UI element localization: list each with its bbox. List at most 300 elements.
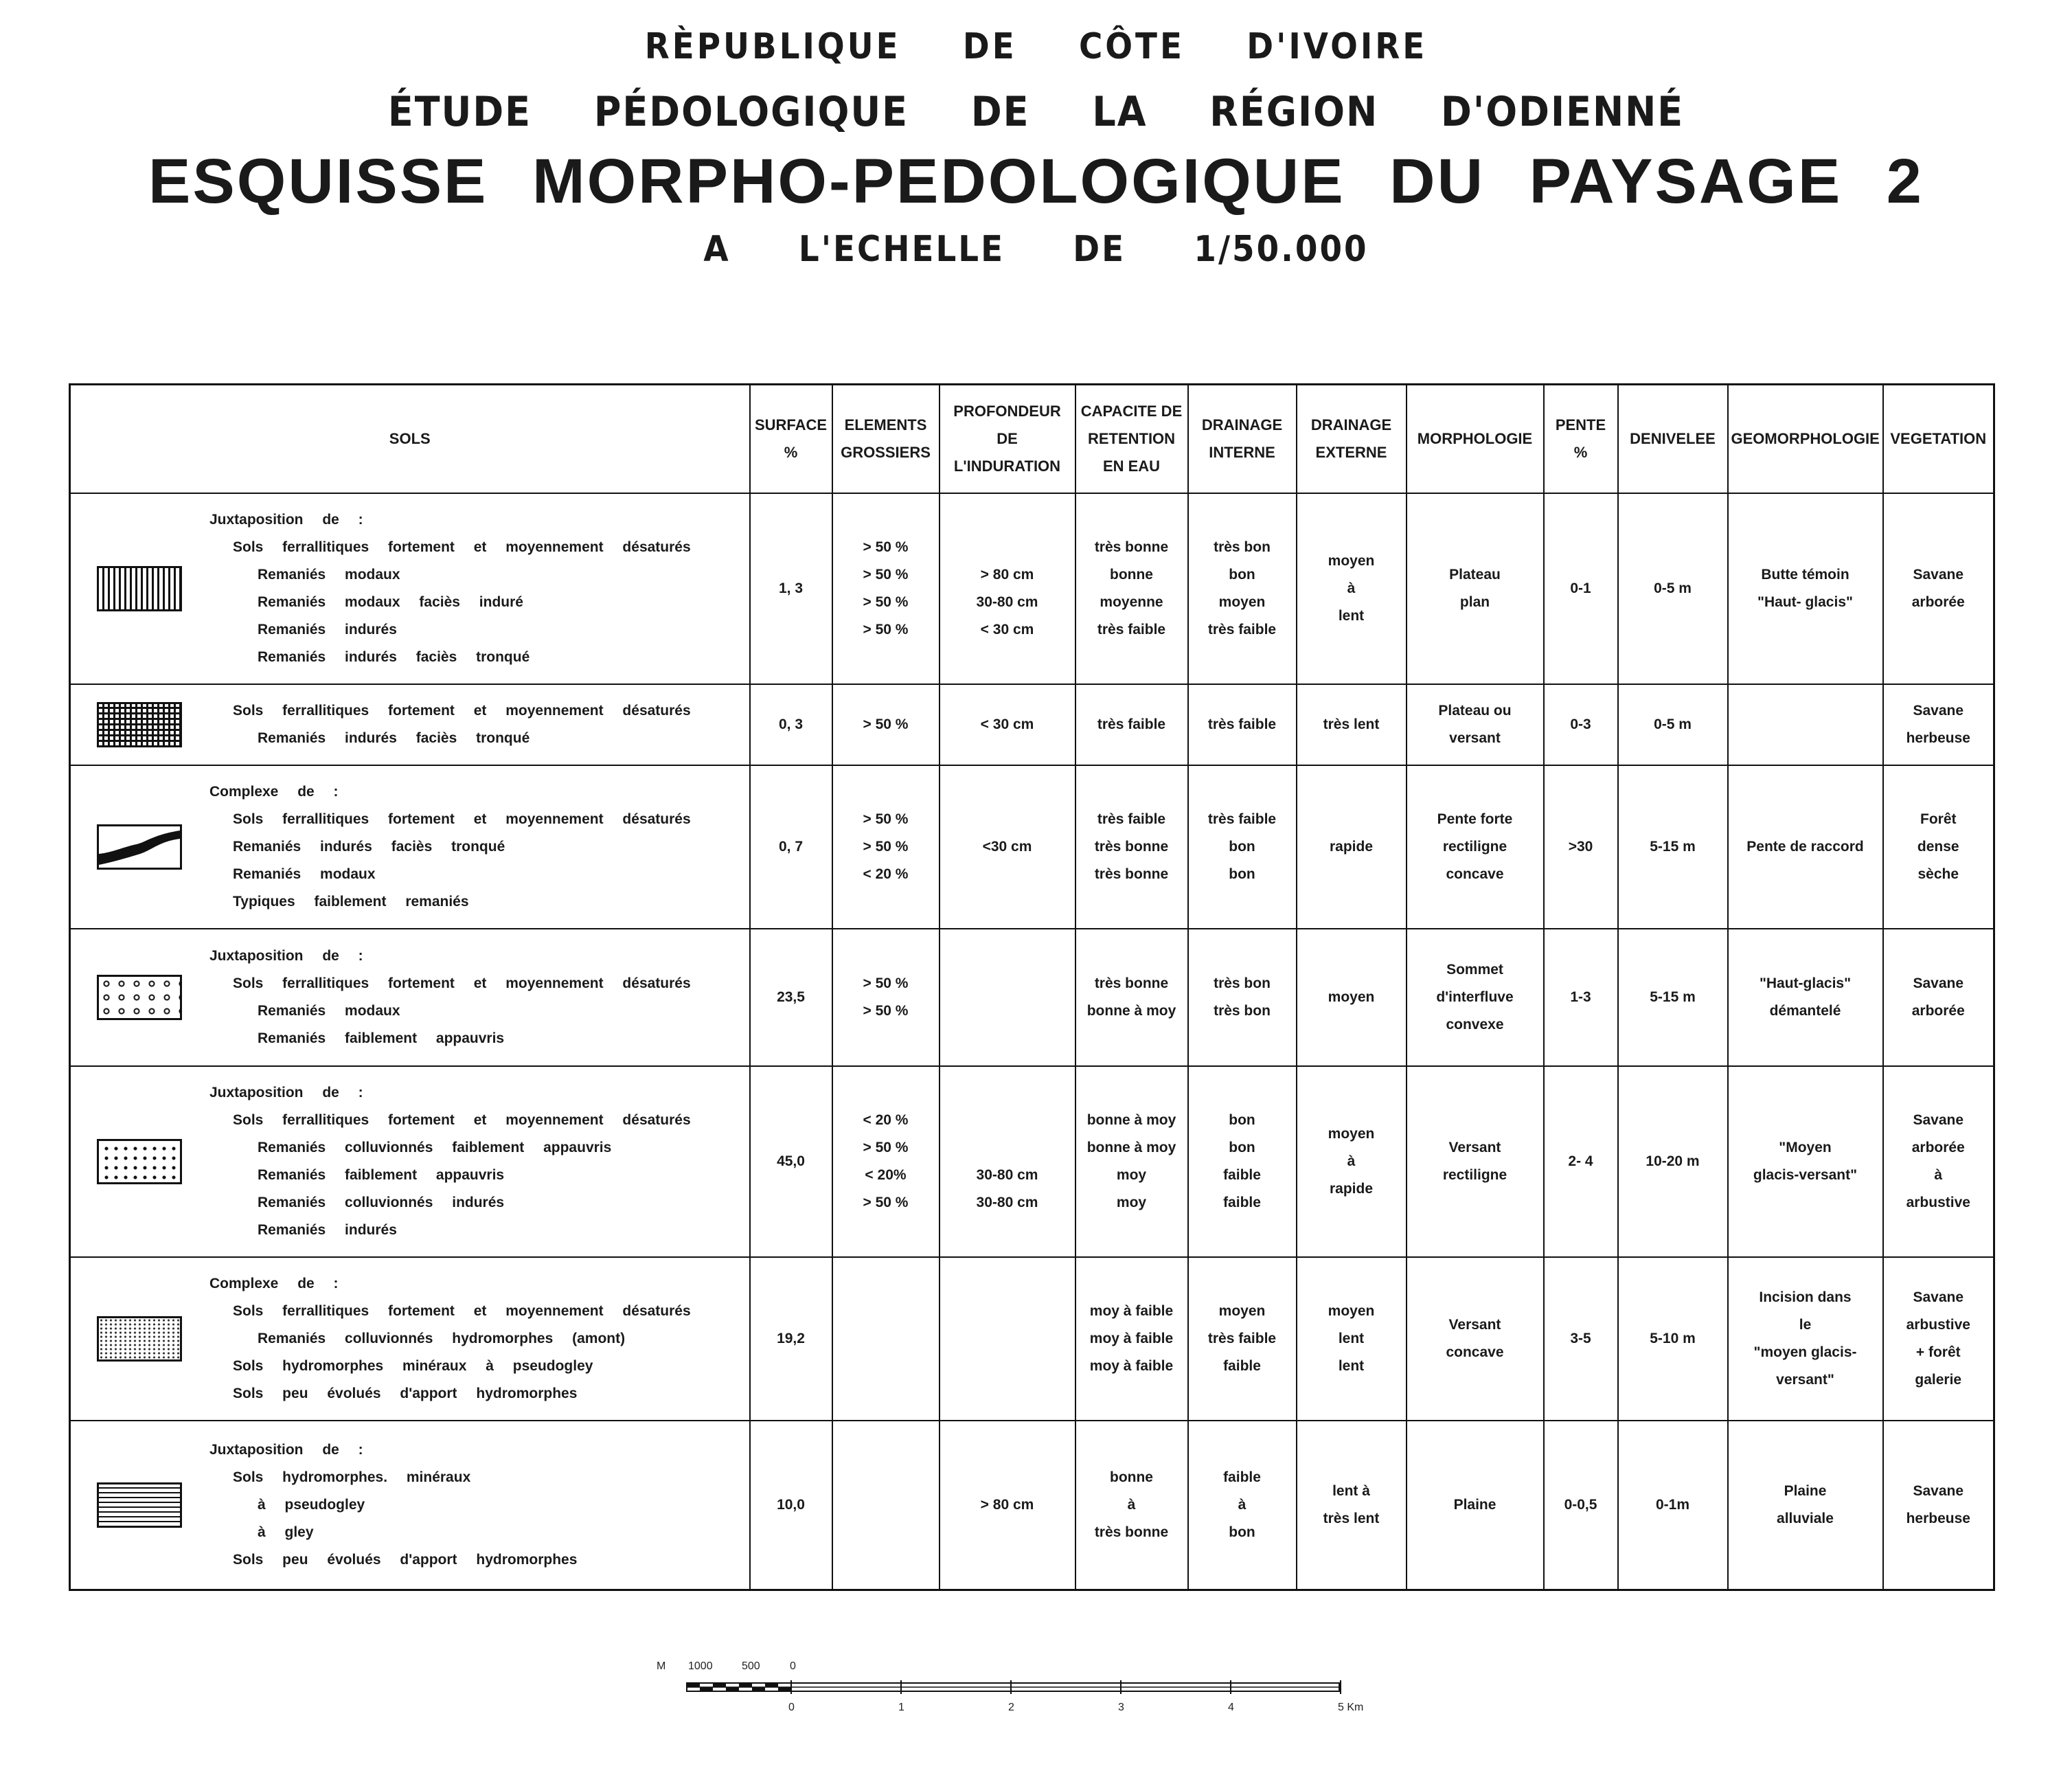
cell-line: Sommet [1446,962,1503,978]
column-header-line: INTERNE [1209,444,1275,461]
cell-line: 5-15 m [1650,839,1696,855]
cell-line: < 20 % [863,866,909,882]
drainage-interne-cell [1188,684,1297,765]
cell-line: à [1127,1496,1136,1513]
cell-line: faible [1223,1195,1261,1210]
soil-line: Remaniés indurés faciès tronqué [233,839,505,855]
profondeur-cell [940,765,1075,929]
cell-line: faible [1223,1167,1261,1183]
cell-line: 23,5 [777,989,805,1005]
cell-line: < 30 cm [980,622,1034,637]
cell-line: 0-5 m [1654,580,1692,596]
scale-bottom-label: 3 [1118,1702,1124,1713]
elements-cell [832,1421,940,1590]
cell-line: < 30 cm [980,716,1034,732]
drainage-externe-cell [1297,684,1407,765]
cell-line: 0, 3 [778,716,804,732]
scale-segment [739,1683,752,1687]
pente-cell [1544,1066,1618,1257]
cell-line: Plateau [1449,567,1501,583]
cell-line: < 20% [865,1167,907,1183]
cell-line: + forêt [1915,1344,1961,1360]
soil-line: Sols peu évolués d'apport hydromorphes [233,1386,578,1401]
cell-line: versant" [1776,1372,1834,1388]
column-header-line: CAPACITE DE [1080,403,1183,420]
scale-segment [713,1683,726,1687]
vegetation-cell [1883,1421,1994,1590]
scale-top-label: 0 [790,1660,796,1672]
drainage-externe-cell [1297,493,1407,684]
cell-line: bonne [1110,1469,1153,1485]
soil-line: Remaniés indurés faciès tronqué [258,649,530,665]
cell-line: Savane [1913,1289,1964,1305]
elements-cell [832,765,940,929]
denivelee-cell [1618,1066,1728,1257]
cell-line [836,1325,936,1353]
capacite-cell [1075,1257,1188,1421]
profondeur-cell [940,1421,1075,1590]
cell-line: très bonne [1094,839,1169,855]
scale-top-label: 1000 [688,1660,713,1672]
cell-line: "Moyen [1779,1140,1832,1155]
pente-cell [1544,929,1618,1066]
cell-line: "moyen glacis- [1753,1344,1857,1360]
cell-line: <30 cm [982,839,1032,855]
table-row [70,684,1994,765]
cell-line: 0-1 [1570,580,1591,596]
cell-line: Pente forte [1437,811,1513,827]
cell-line: > 50 % [863,839,909,855]
cell-line: 1-3 [1570,989,1591,1005]
cell-line: rapide [1329,839,1374,855]
cell-line: faible [1223,1358,1261,1374]
cell-line: très bon [1214,975,1271,991]
morphologie-cell [1407,1257,1544,1421]
cell-line [836,1491,936,1519]
elements-cell [832,1066,940,1257]
column-header [750,385,832,494]
cell-line: 0-0,5 [1564,1496,1597,1513]
cell-line: démantelé [1769,1003,1841,1019]
soil-line: Sols ferrallitiques fortement et moyennement désaturés [233,1112,691,1128]
cell-line: 0-5 m [1654,716,1692,732]
column-header-line: RETENTION [1087,430,1176,447]
cell-line: d'interfluve [1436,989,1514,1005]
cell-line: versant [1449,730,1501,746]
column-header [940,385,1075,494]
drainage-externe-cell [1297,765,1407,929]
cell-line: Savane [1913,703,1964,719]
vegetation-cell [1883,684,1994,765]
table-row [70,493,1994,684]
cell-line: 0-1m [1655,1496,1690,1513]
denivelee-cell [1618,929,1728,1066]
cell-line: moyen [1328,553,1375,569]
geomorphologie-cell [1728,765,1883,929]
soil-line: Sols peu évolués d'apport hydromorphes [233,1551,578,1568]
cell-line: très bonne [1094,539,1169,555]
cell-line: à [1238,1496,1246,1513]
drainage-externe-cell [1297,1257,1407,1421]
capacite-cell [1075,929,1188,1066]
scale-bottom-label: 0 [788,1702,795,1713]
pente-cell [1544,493,1618,684]
cell-line: > 50 % [863,567,909,583]
cell-line: moyen [1218,1303,1266,1319]
morphologie-cell [1407,1421,1544,1590]
cell-line: 2- 4 [1568,1153,1593,1169]
scale-segment [726,1687,739,1691]
cell-line: faible [1223,1469,1261,1485]
table-row [70,1257,1994,1421]
soil-line: Complexe de : [209,1276,339,1291]
soil-line: Remaniés modaux [233,866,376,882]
cell-line: 45,0 [777,1153,805,1169]
cell-line: > 50 % [863,811,909,827]
cell-line: 30-80 cm [976,594,1038,610]
cell-line: dense [1917,839,1959,855]
legend-symbol-black-band [97,824,182,870]
soil-description-cell [70,1066,750,1257]
denivelee-cell [1618,765,1728,929]
cell-line: Plateau ou [1438,703,1512,719]
cell-line: moyen [1328,1303,1375,1319]
column-header [832,385,940,494]
soil-description-cell [70,1257,750,1421]
column-header-line: MORPHOLOGIE [1417,430,1533,447]
surface-cell [750,1257,832,1421]
cell-line: bonne à moy [1086,1112,1176,1128]
cell-line: Forêt [1920,811,1957,827]
denivelee-cell [1618,1421,1728,1590]
column-header-line: DE [997,430,1018,447]
capacite-cell [1075,1066,1188,1257]
cell-line: 0-3 [1570,716,1591,732]
drainage-externe-cell [1297,929,1407,1066]
column-header [1297,385,1407,494]
cell-line: très faible [1097,716,1166,732]
morphologie-cell [1407,1066,1544,1257]
cell-line [1731,711,1880,738]
cell-line: à [1347,580,1356,596]
cell-line: lent à [1332,1482,1370,1499]
page-title: ESQUISSE MORPHO-PEDOLOGIQUE DU PAYSAGE 2 [148,146,1924,216]
cell-line: lent [1338,1331,1365,1346]
cell-line [943,1134,1072,1162]
cell-line: 30-80 cm [976,1167,1038,1183]
cell-line: rapide [1329,1181,1374,1197]
cell-line: moy à faible [1089,1331,1174,1346]
cell-line: très bonne [1094,1524,1169,1540]
legend-symbol-circles [97,975,182,1020]
drainage-interne-cell [1188,1421,1297,1590]
cell-line: sèche [1917,866,1959,882]
elements-cell [832,684,940,765]
column-header [1883,385,1994,494]
header-scale: A L'ECHELLE DE 1/50.000 [703,229,1369,270]
cell-line: moy [1116,1167,1147,1183]
cell-line: lent [1338,608,1365,624]
pente-cell [1544,1421,1618,1590]
cell-line: Incision dans [1759,1289,1852,1305]
cell-line: Savane [1913,567,1964,583]
legend-symbol-vertical-hatch [97,566,182,611]
capacite-cell [1075,493,1188,684]
cell-line: 19,2 [777,1331,805,1346]
vegetation-cell [1883,929,1994,1066]
scale-bottom-label: 2 [1008,1702,1014,1713]
cell-line: > 50 % [863,539,909,555]
column-header-line: EXTERNE [1315,444,1387,461]
profondeur-cell [940,929,1075,1066]
denivelee-cell [1618,493,1728,684]
cell-line: plan [1459,594,1490,610]
soil-line: Remaniés indurés [258,1222,397,1238]
cell-line: très bonne [1094,866,1169,882]
cell-line: > 80 cm [980,1496,1034,1513]
soil-line: Remaniés indurés faciès tronqué [258,730,530,746]
soil-line: à gley [258,1524,314,1540]
soil-description-cell [70,929,750,1066]
cell-line: Versant [1448,1317,1501,1333]
cell-line: arborée [1911,1140,1965,1155]
cell-line: rectiligne [1442,1167,1507,1183]
cell-line [943,1325,1072,1353]
scale-bottom-label: 1 [898,1702,904,1713]
soil-line: à pseudogley [258,1496,365,1513]
legend-symbol-fine-dots [97,1316,182,1362]
table-row [70,929,1994,1066]
soil-description-cell [70,684,750,765]
soil-line: Remaniés modaux [258,1003,400,1019]
cell-line: glacis-versant" [1753,1167,1858,1183]
cell-line: concave [1446,866,1504,882]
scale-segment [778,1687,791,1691]
scale-segment [765,1683,778,1687]
cell-line: moyenne [1100,594,1163,610]
legend-symbol-grid-hatch [97,702,182,747]
cell-line: moyen [1328,989,1375,1005]
column-header [70,385,750,494]
morphologie-cell [1407,929,1544,1066]
cell-line: à [1934,1167,1943,1183]
column-header-line: PROFONDEUR [953,403,1061,420]
table-header-row [70,385,1994,494]
cell-line: herbeuse [1906,730,1970,746]
cell-line: bon [1229,839,1255,855]
drainage-externe-cell [1297,1421,1407,1590]
cell-line: moy [1116,1195,1147,1210]
geomorphologie-cell [1728,1066,1883,1257]
surface-cell [750,493,832,684]
cell-line: Plaine [1784,1482,1827,1499]
cell-line: "Haut- glacis" [1757,594,1853,610]
soil-line: Sols hydromorphes minéraux à pseudogley [233,1358,593,1374]
pente-cell [1544,684,1618,765]
cell-line: le [1799,1317,1812,1333]
cell-line: très faible [1097,622,1166,637]
soil-line: Sols hydromorphes. minéraux [233,1469,471,1485]
cell-line: 5-15 m [1650,989,1696,1005]
cell-line [943,534,1072,561]
cell-line: 10,0 [777,1496,805,1513]
capacite-cell [1075,1421,1188,1590]
geomorphologie-cell [1728,493,1883,684]
cell-line: bon [1229,567,1255,583]
soil-line: Sols ferrallitiques fortement et moyennement désaturés [233,539,691,555]
column-header [1618,385,1728,494]
column-header [1407,385,1544,494]
vegetation-cell [1883,493,1994,684]
soil-line: Juxtaposition de : [209,512,363,528]
profondeur-cell [940,493,1075,684]
cell-line: très faible [1207,811,1277,827]
cell-line: > 50 % [863,1195,909,1210]
vegetation-cell [1883,765,1994,929]
cell-line: moy à faible [1089,1358,1174,1374]
cell-line: 3-5 [1570,1331,1591,1346]
morphologie-cell [1407,684,1544,765]
column-header-line: GROSSIERS [841,444,931,461]
cell-line: Butte témoin [1761,567,1849,583]
cell-line: > 50 % [863,716,909,732]
column-header-line: GEOMORPHOLOGIE [1731,430,1880,447]
cell-line: rectiligne [1442,839,1507,855]
column-header [1188,385,1297,494]
soil-line: Complexe de : [209,784,339,800]
table-row [70,765,1994,929]
column-header-line: % [1573,444,1588,461]
cell-line: herbeuse [1906,1510,1970,1526]
cell-line: bon [1229,1112,1255,1128]
cell-line: bonne à moy [1086,1003,1176,1019]
cell-line: "Haut-glacis" [1759,975,1852,991]
cell-line: Plaine [1453,1496,1496,1513]
column-header-line: L'INDURATION [953,458,1061,475]
soil-line: Sols ferrallitiques fortement et moyennement désaturés [233,703,691,719]
cell-line: très faible [1207,622,1277,637]
cell-line [943,984,1072,1011]
scale-segment [687,1683,700,1687]
cell-line: arborée [1911,1003,1965,1019]
surface-cell [750,929,832,1066]
column-header-line: VEGETATION [1890,430,1987,447]
profondeur-cell [940,684,1075,765]
column-header-line: ELEMENTS [844,416,927,433]
soil-table [69,383,1995,1591]
cell-line: lent [1338,1358,1365,1374]
surface-cell [750,1421,832,1590]
cell-line: bonne à moy [1086,1140,1176,1155]
soil-line: Sols ferrallitiques fortement et moyennement désaturés [233,975,691,991]
elements-cell [832,929,940,1066]
morphologie-cell [1407,493,1544,684]
soil-line: Remaniés faiblement appauvris [258,1167,505,1183]
cell-line: > 50 % [863,622,909,637]
cell-line: très lent [1323,716,1380,732]
column-header-line: DRAINAGE [1201,416,1283,433]
cell-line: 1, 3 [778,580,804,596]
column-header-line: EN EAU [1102,458,1161,475]
drainage-interne-cell [1188,765,1297,929]
soil-line: Juxtaposition de : [209,948,363,964]
cell-line: 0, 7 [778,839,804,855]
cell-line: très bon [1214,1003,1271,1019]
cell-line: Savane [1913,975,1964,991]
elements-cell [832,493,940,684]
column-header-line: PENTE [1555,416,1606,433]
column-header-line: SURFACE [754,416,828,433]
cell-line: > 50 % [863,594,909,610]
soil-description-cell [70,493,750,684]
pente-cell [1544,1257,1618,1421]
geomorphologie-cell [1728,929,1883,1066]
scale-segment [700,1687,713,1691]
geomorphologie-cell [1728,1421,1883,1590]
surface-cell [750,684,832,765]
cell-line: arborée [1911,594,1965,610]
legend-symbol-horizontal-hatch [97,1482,182,1528]
soil-line: Remaniés indurés [258,622,397,637]
soil-line: Juxtaposition de : [209,1085,363,1100]
cell-line: > 80 cm [980,567,1034,583]
cell-line: très bonne [1094,975,1169,991]
drainage-interne-cell [1188,1257,1297,1421]
soil-line: Remaniés colluvionnés faiblement appauvris [258,1140,612,1155]
cell-line: 30-80 cm [976,1195,1038,1210]
cell-line: Pente de raccord [1746,839,1864,855]
cell-line: bonne [1110,567,1153,583]
scale-top-label: M [657,1660,666,1672]
denivelee-cell [1618,1257,1728,1421]
header-study: ÉTUDE PÉDOLOGIQUE DE LA RÉGION D'ODIENNÉ [387,88,1685,136]
cell-line: très faible [1207,1331,1277,1346]
soil-line: Remaniés modaux faciès induré [258,594,523,610]
scale-bottom-label: 5 Km [1338,1702,1364,1713]
cell-line: à [1347,1153,1356,1169]
geomorphologie-cell [1728,1257,1883,1421]
drainage-interne-cell [1188,1066,1297,1257]
cell-line: concave [1446,1344,1504,1360]
soil-line: Remaniés faiblement appauvris [258,1030,505,1046]
elements-cell [832,1257,940,1421]
cell-line: très lent [1323,1510,1380,1526]
drainage-interne-cell [1188,493,1297,684]
cell-line: < 20 % [863,1112,909,1128]
cell-line: très faible [1097,811,1166,827]
column-header-line: SOLS [389,430,431,447]
vegetation-cell [1883,1066,1994,1257]
cell-line: Savane [1913,1112,1964,1128]
cell-line: > 50 % [863,1140,909,1155]
cell-line: très faible [1207,716,1277,732]
soil-line: Typiques faiblement remaniés [233,894,469,910]
soil-line: Remaniés modaux [258,567,400,583]
column-header-line: DENIVELEE [1630,430,1716,447]
surface-cell [750,765,832,929]
column-header-line: % [784,444,798,461]
soil-line: Juxtaposition de : [209,1441,363,1458]
column-header [1728,385,1883,494]
soil-description-cell [70,765,750,929]
surface-cell [750,1066,832,1257]
vegetation-cell [1883,1257,1994,1421]
geomorphologie-cell [1728,684,1883,765]
cell-line: bon [1229,1140,1255,1155]
column-header-line: DRAINAGE [1310,416,1392,433]
cell-line: > 50 % [863,975,909,991]
cell-line: Savane [1913,1482,1964,1499]
